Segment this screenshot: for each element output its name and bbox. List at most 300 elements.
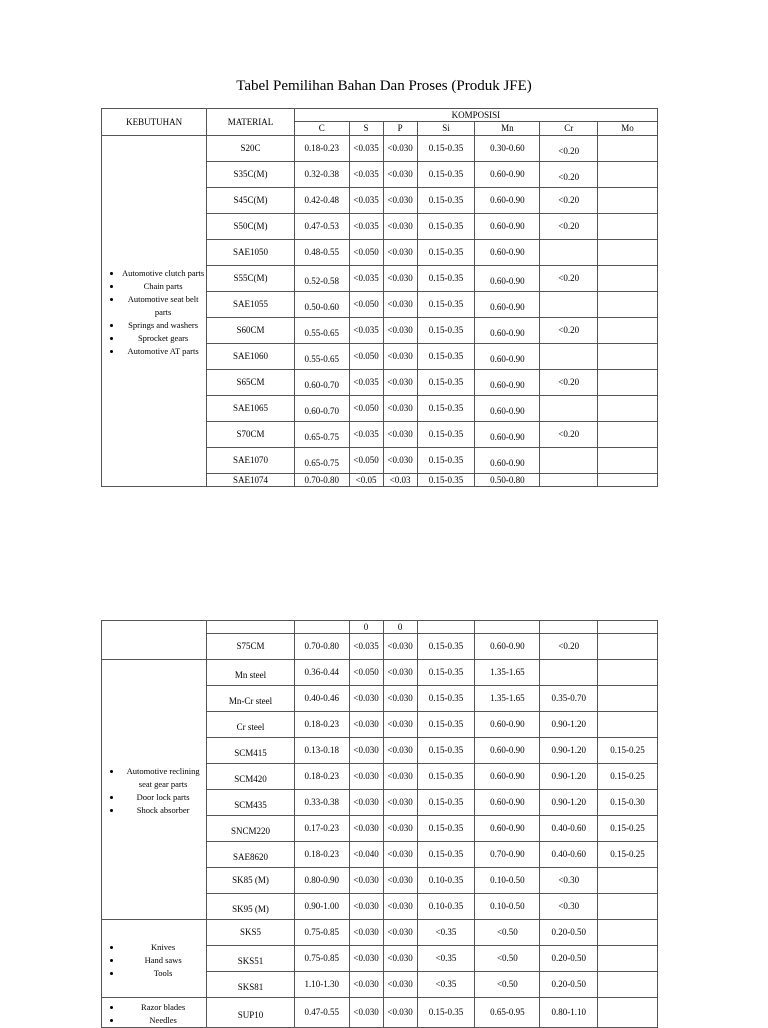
cell-mn xyxy=(475,396,540,422)
value-p: <0.030 xyxy=(387,849,413,859)
value-si: 0.15-0.35 xyxy=(428,377,464,387)
material-name: SUP10 xyxy=(237,1010,264,1020)
cell-si xyxy=(417,344,475,370)
value-mn: 0.60-0.90 xyxy=(490,276,525,286)
cell-mn xyxy=(475,712,540,738)
cell-mo xyxy=(598,136,658,162)
value-si: 0.15-0.35 xyxy=(428,143,464,153)
cell-cr xyxy=(540,344,598,370)
kebutuhan-item: • Needles xyxy=(122,1014,204,1027)
value-s: <0.050 xyxy=(353,403,379,413)
value-mn: 0.60-0.90 xyxy=(490,771,525,781)
material-cell xyxy=(207,764,295,790)
kebutuhan-cell xyxy=(102,998,207,1028)
value-si: 0.15-0.35 xyxy=(428,1007,464,1017)
cell-p xyxy=(383,240,417,266)
value-p: <0.030 xyxy=(387,797,413,807)
table-1-body xyxy=(102,136,658,487)
cell-cr xyxy=(540,816,598,842)
value-p: <0.030 xyxy=(387,875,413,885)
kebutuhan-item: • Springs and washers xyxy=(122,319,204,332)
value-s: <0.030 xyxy=(353,823,379,833)
header-si: Si xyxy=(417,122,475,136)
cell-p xyxy=(383,136,417,162)
value-cr: 0.20-0.50 xyxy=(551,979,586,989)
value-si: 0.15-0.35 xyxy=(428,719,464,729)
value-s: <0.050 xyxy=(353,247,379,257)
cell-mo xyxy=(598,660,658,686)
cell-mn xyxy=(475,422,540,448)
value-mn: 0.30-0.60 xyxy=(490,143,525,153)
cell-si xyxy=(417,946,475,972)
table-row-continued xyxy=(102,621,658,634)
cell-si xyxy=(417,162,475,188)
value-p: <0.030 xyxy=(387,429,413,439)
value-mn: 0.60-0.90 xyxy=(490,458,525,468)
table-2-body xyxy=(102,621,658,1028)
value-si: 0.15-0.35 xyxy=(428,351,464,361)
value-mn: 1.35-1.65 xyxy=(490,667,525,677)
cell-cr xyxy=(540,634,598,660)
material-name: S65CM xyxy=(236,377,265,387)
value-c: 0.50-0.60 xyxy=(304,302,339,312)
cell-cr xyxy=(540,162,598,188)
value-cr: 0.90-1.20 xyxy=(551,771,586,781)
material-cell xyxy=(207,240,295,266)
material-cell xyxy=(207,448,295,474)
value-mn: <0.50 xyxy=(496,953,518,963)
value-p: <0.030 xyxy=(387,927,413,937)
material-name: SKS51 xyxy=(237,956,264,966)
cell-s xyxy=(349,738,383,764)
cell-p xyxy=(383,474,417,487)
value-cr: <0.20 xyxy=(558,146,580,156)
cell-p xyxy=(383,842,417,868)
value-c: 0.48-0.55 xyxy=(304,247,339,257)
cell-s xyxy=(349,344,383,370)
cell-mo xyxy=(598,396,658,422)
value-si: 0.15-0.35 xyxy=(428,667,464,677)
cell-mo xyxy=(598,686,658,712)
value-mn: 0.60-0.90 xyxy=(490,195,525,205)
kebutuhan-item: • Chain parts xyxy=(122,280,204,293)
value-p: <0.030 xyxy=(387,195,413,205)
cell-p xyxy=(383,764,417,790)
value-mo: 0.15-0.30 xyxy=(610,797,645,807)
cell-cr xyxy=(540,318,598,344)
cell-cr xyxy=(540,214,598,240)
cell-s xyxy=(349,894,383,920)
material-cell xyxy=(207,842,295,868)
cell-c xyxy=(294,790,349,816)
cell-p xyxy=(383,712,417,738)
cell-p xyxy=(383,422,417,448)
value-si: 0.15-0.35 xyxy=(428,797,464,807)
cell-p xyxy=(383,370,417,396)
cell-p xyxy=(383,816,417,842)
value-p: <0.030 xyxy=(387,403,413,413)
cell-p xyxy=(383,318,417,344)
cell-si xyxy=(417,370,475,396)
value-si: 0.15-0.35 xyxy=(428,247,464,257)
value-cr: 0.40-0.60 xyxy=(551,823,586,833)
value-p: <0.030 xyxy=(387,953,413,963)
value-mn: 0.65-0.95 xyxy=(490,1007,525,1017)
cell-s xyxy=(349,136,383,162)
cell-cr xyxy=(540,972,598,998)
cell-p xyxy=(383,634,417,660)
cell-mn xyxy=(475,946,540,972)
value-mn: <0.50 xyxy=(496,979,518,989)
cell-p xyxy=(383,920,417,946)
cell-mo xyxy=(598,920,658,946)
cell-s xyxy=(349,946,383,972)
cell-c xyxy=(294,318,349,344)
cell-c xyxy=(294,621,349,634)
kebutuhan-list xyxy=(104,941,204,980)
material-name: S20C xyxy=(240,143,261,153)
cell-cr xyxy=(540,920,598,946)
value-p: <0.030 xyxy=(387,247,413,257)
material-name: SCM420 xyxy=(234,774,267,784)
kebutuhan-item: • Door lock parts xyxy=(122,791,204,804)
material-cell xyxy=(207,474,295,487)
value-c: 0.18-0.23 xyxy=(304,143,339,153)
value-p: <0.030 xyxy=(387,979,413,989)
cell-mo xyxy=(598,448,658,474)
cell-s xyxy=(349,448,383,474)
value-c: 0.18-0.23 xyxy=(304,719,339,729)
cell-c xyxy=(294,634,349,660)
value-s: <0.030 xyxy=(353,901,379,911)
value-p: <0.030 xyxy=(387,325,413,335)
value-c: 0.70-0.80 xyxy=(304,641,339,651)
value-si: <0.35 xyxy=(435,953,457,963)
cell-si xyxy=(417,136,475,162)
value-p: <0.030 xyxy=(387,693,413,703)
value-p: <0.030 xyxy=(387,455,413,465)
cell-cr xyxy=(540,136,598,162)
cell-c xyxy=(294,660,349,686)
cell-si xyxy=(417,868,475,894)
value-s: <0.030 xyxy=(353,979,379,989)
cell-si xyxy=(417,266,475,292)
cell-si xyxy=(417,894,475,920)
cell-si xyxy=(417,318,475,344)
value-cr: 0.20-0.50 xyxy=(551,927,586,937)
cell-mn xyxy=(475,868,540,894)
cell-s xyxy=(349,396,383,422)
header-cr: Cr xyxy=(540,122,598,136)
value-cr: 0.90-1.20 xyxy=(551,719,586,729)
cell-p xyxy=(383,998,417,1028)
kebutuhan-cell xyxy=(102,621,207,660)
value-mn: 0.60-0.90 xyxy=(490,169,525,179)
cell-cr xyxy=(540,266,598,292)
material-cell xyxy=(207,422,295,448)
value-s: <0.030 xyxy=(353,797,379,807)
cell-cr xyxy=(540,842,598,868)
value-c: 0.13-0.18 xyxy=(304,745,339,755)
cell-mo xyxy=(598,816,658,842)
cell-cr xyxy=(540,448,598,474)
kebutuhan-list xyxy=(104,267,204,358)
value-c: 0.36-0.44 xyxy=(304,667,339,677)
kebutuhan-item: • Tools xyxy=(122,967,204,980)
header-c: C xyxy=(294,122,349,136)
cell-mo xyxy=(598,214,658,240)
header-s: S xyxy=(349,122,383,136)
cell-s xyxy=(349,240,383,266)
value-si: 0.15-0.35 xyxy=(428,849,464,859)
kebutuhan-cell xyxy=(102,660,207,920)
cell-si xyxy=(417,686,475,712)
value-mn: 0.60-0.90 xyxy=(490,380,525,390)
cell-c xyxy=(294,842,349,868)
value-cr: 0.20-0.50 xyxy=(551,953,586,963)
material-cell xyxy=(207,686,295,712)
material-name: SKS5 xyxy=(240,927,262,937)
cell-si xyxy=(417,712,475,738)
cell-mn xyxy=(475,686,540,712)
cell-mo xyxy=(598,474,658,487)
cell-p xyxy=(383,162,417,188)
value-si: 0.15-0.35 xyxy=(428,474,464,485)
cell-c xyxy=(294,162,349,188)
value-s: <0.030 xyxy=(353,745,379,755)
cell-si xyxy=(417,998,475,1028)
cell-si xyxy=(417,396,475,422)
value-s: <0.035 xyxy=(353,221,379,231)
material-name: SCM435 xyxy=(234,800,267,810)
header-mn: Mn xyxy=(475,122,540,136)
material-cell xyxy=(207,972,295,998)
material-name: S35C(M) xyxy=(233,169,268,179)
cell-mn xyxy=(475,972,540,998)
cell-mo xyxy=(598,162,658,188)
material-cell xyxy=(207,318,295,344)
cell-c xyxy=(294,448,349,474)
cell-mo xyxy=(598,318,658,344)
cell-cr xyxy=(540,396,598,422)
value-si: <0.35 xyxy=(435,927,457,937)
cell-s xyxy=(349,634,383,660)
value-s: <0.035 xyxy=(353,429,379,439)
cell-cr xyxy=(540,764,598,790)
cell-p xyxy=(383,946,417,972)
value-p: <0.030 xyxy=(387,351,413,361)
cell-p: 0 xyxy=(383,621,417,634)
cell-c xyxy=(294,396,349,422)
value-c: 0.60-0.70 xyxy=(304,406,339,416)
material-cell xyxy=(207,344,295,370)
cell-si xyxy=(417,634,475,660)
value-si: 0.15-0.35 xyxy=(428,221,464,231)
cell-mo xyxy=(598,764,658,790)
value-si: 0.15-0.35 xyxy=(428,641,464,651)
kebutuhan-item: • Automotive AT parts xyxy=(122,345,204,358)
value-mo: 0.15-0.25 xyxy=(610,823,645,833)
cell-mo xyxy=(598,972,658,998)
cell-si xyxy=(417,842,475,868)
value-c: 0.65-0.75 xyxy=(304,432,339,442)
value-c: 0.32-0.38 xyxy=(304,169,339,179)
material-name: S45C(M) xyxy=(233,195,268,205)
value-p: <0.030 xyxy=(387,143,413,153)
material-name: S50C(M) xyxy=(233,221,268,231)
cell-s: 0 xyxy=(349,621,383,634)
material-name: SCM415 xyxy=(234,748,267,758)
value-cr: <0.20 xyxy=(558,273,580,283)
material-name: S55C(M) xyxy=(233,273,268,283)
value-cr: 0.90-1.20 xyxy=(551,797,586,807)
value-p: <0.030 xyxy=(387,901,413,911)
cell-cr xyxy=(540,621,598,634)
material-cell xyxy=(207,946,295,972)
value-si: 0.10-0.35 xyxy=(428,901,464,911)
cell-si xyxy=(417,764,475,790)
value-cr: 0.80-1.10 xyxy=(551,1007,586,1017)
header-kebutuhan: KEBUTUHAN xyxy=(102,109,207,136)
material-name: SKS81 xyxy=(237,982,264,992)
value-mo: 0.15-0.25 xyxy=(610,771,645,781)
cell-p xyxy=(383,868,417,894)
value-p: <0.030 xyxy=(387,221,413,231)
value-c: 0.80-0.90 xyxy=(304,875,339,885)
cell-p xyxy=(383,292,417,318)
cell-mn xyxy=(475,998,540,1028)
value-s: <0.050 xyxy=(353,455,379,465)
cell-c xyxy=(294,920,349,946)
value-s: <0.050 xyxy=(353,667,379,677)
value-c: 0.60-0.70 xyxy=(304,380,339,390)
value-p: <0.030 xyxy=(387,719,413,729)
cell-p xyxy=(383,972,417,998)
material-name: SAE1074 xyxy=(233,474,269,485)
cell-s xyxy=(349,790,383,816)
material-cell xyxy=(207,738,295,764)
cell-mo xyxy=(598,370,658,396)
value-mn: 0.10-0.50 xyxy=(490,875,525,885)
material-cell xyxy=(207,634,295,660)
cell-mn xyxy=(475,764,540,790)
cell-s xyxy=(349,920,383,946)
kebutuhan-cell xyxy=(102,920,207,998)
value-cr: <0.20 xyxy=(558,195,580,205)
cell-s xyxy=(349,318,383,344)
cell-s xyxy=(349,214,383,240)
value-mo: 0.15-0.25 xyxy=(610,849,645,859)
value-c: 0.55-0.65 xyxy=(304,354,339,364)
cell-c xyxy=(294,474,349,487)
value-si: 0.15-0.35 xyxy=(428,403,464,413)
cell-p xyxy=(383,894,417,920)
cell-cr xyxy=(540,946,598,972)
cell-cr xyxy=(540,738,598,764)
material-name: SAE1065 xyxy=(233,403,269,413)
cell-mn xyxy=(475,660,540,686)
cell-p xyxy=(383,738,417,764)
cell-mn xyxy=(475,344,540,370)
cell-mo xyxy=(598,422,658,448)
value-mn: 0.60-0.90 xyxy=(490,302,525,312)
kebutuhan-item: • Shock absorber xyxy=(122,804,204,817)
value-si: 0.15-0.35 xyxy=(428,745,464,755)
value-mn: 0.60-0.90 xyxy=(490,719,525,729)
cell-c xyxy=(294,240,349,266)
value-c: 0.17-0.23 xyxy=(304,823,339,833)
value-mn: 0.60-0.90 xyxy=(490,432,525,442)
value-p: <0.03 xyxy=(389,474,411,485)
cell-mn xyxy=(475,920,540,946)
cell-mn xyxy=(475,448,540,474)
cell-mn xyxy=(475,816,540,842)
cell-si xyxy=(417,816,475,842)
cell-mo xyxy=(598,240,658,266)
value-p: <0.030 xyxy=(387,771,413,781)
value-s: <0.040 xyxy=(353,849,379,859)
material-cell xyxy=(207,712,295,738)
value-s: <0.030 xyxy=(353,875,379,885)
cell-c xyxy=(294,816,349,842)
cell-mn xyxy=(475,842,540,868)
value-cr: 0.90-1.20 xyxy=(551,745,586,755)
cell-si xyxy=(417,621,475,634)
cell-s xyxy=(349,422,383,448)
material-name: SK85 (M) xyxy=(232,875,269,885)
value-mn: 0.60-0.90 xyxy=(490,354,525,364)
cell-si xyxy=(417,292,475,318)
cell-cr xyxy=(540,998,598,1028)
cell-c xyxy=(294,344,349,370)
material-cell xyxy=(207,868,295,894)
cell-cr xyxy=(540,422,598,448)
value-mn: 0.60-0.90 xyxy=(490,797,525,807)
cell-mo xyxy=(598,712,658,738)
value-mn: 0.10-0.50 xyxy=(490,901,525,911)
cell-si xyxy=(417,188,475,214)
cell-mo xyxy=(598,738,658,764)
cell-mo xyxy=(598,266,658,292)
material-cell xyxy=(207,292,295,318)
cell-material xyxy=(207,621,295,634)
material-name: SAE1060 xyxy=(233,351,269,361)
material-cell xyxy=(207,998,295,1028)
material-name: SNCM220 xyxy=(231,826,271,836)
cell-mo xyxy=(598,292,658,318)
cell-s xyxy=(349,266,383,292)
material-cell xyxy=(207,266,295,292)
value-p: <0.030 xyxy=(387,1007,413,1017)
cell-si xyxy=(417,240,475,266)
cell-mn xyxy=(475,240,540,266)
cell-s xyxy=(349,474,383,487)
cell-mn xyxy=(475,474,540,487)
value-cr: <0.30 xyxy=(558,901,580,911)
material-name: SAE8620 xyxy=(233,852,269,862)
cell-c xyxy=(294,214,349,240)
value-si: 0.15-0.35 xyxy=(428,771,464,781)
value-p: <0.030 xyxy=(387,641,413,651)
value-mn: 0.60-0.90 xyxy=(490,328,525,338)
material-name: Mn-Cr steel xyxy=(228,696,273,706)
material-cell xyxy=(207,816,295,842)
value-c: 0.70-0.80 xyxy=(304,474,339,485)
cell-mn xyxy=(475,634,540,660)
value-s: <0.035 xyxy=(353,377,379,387)
cell-mo xyxy=(598,894,658,920)
kebutuhan-item: • Hand saws xyxy=(122,954,204,967)
